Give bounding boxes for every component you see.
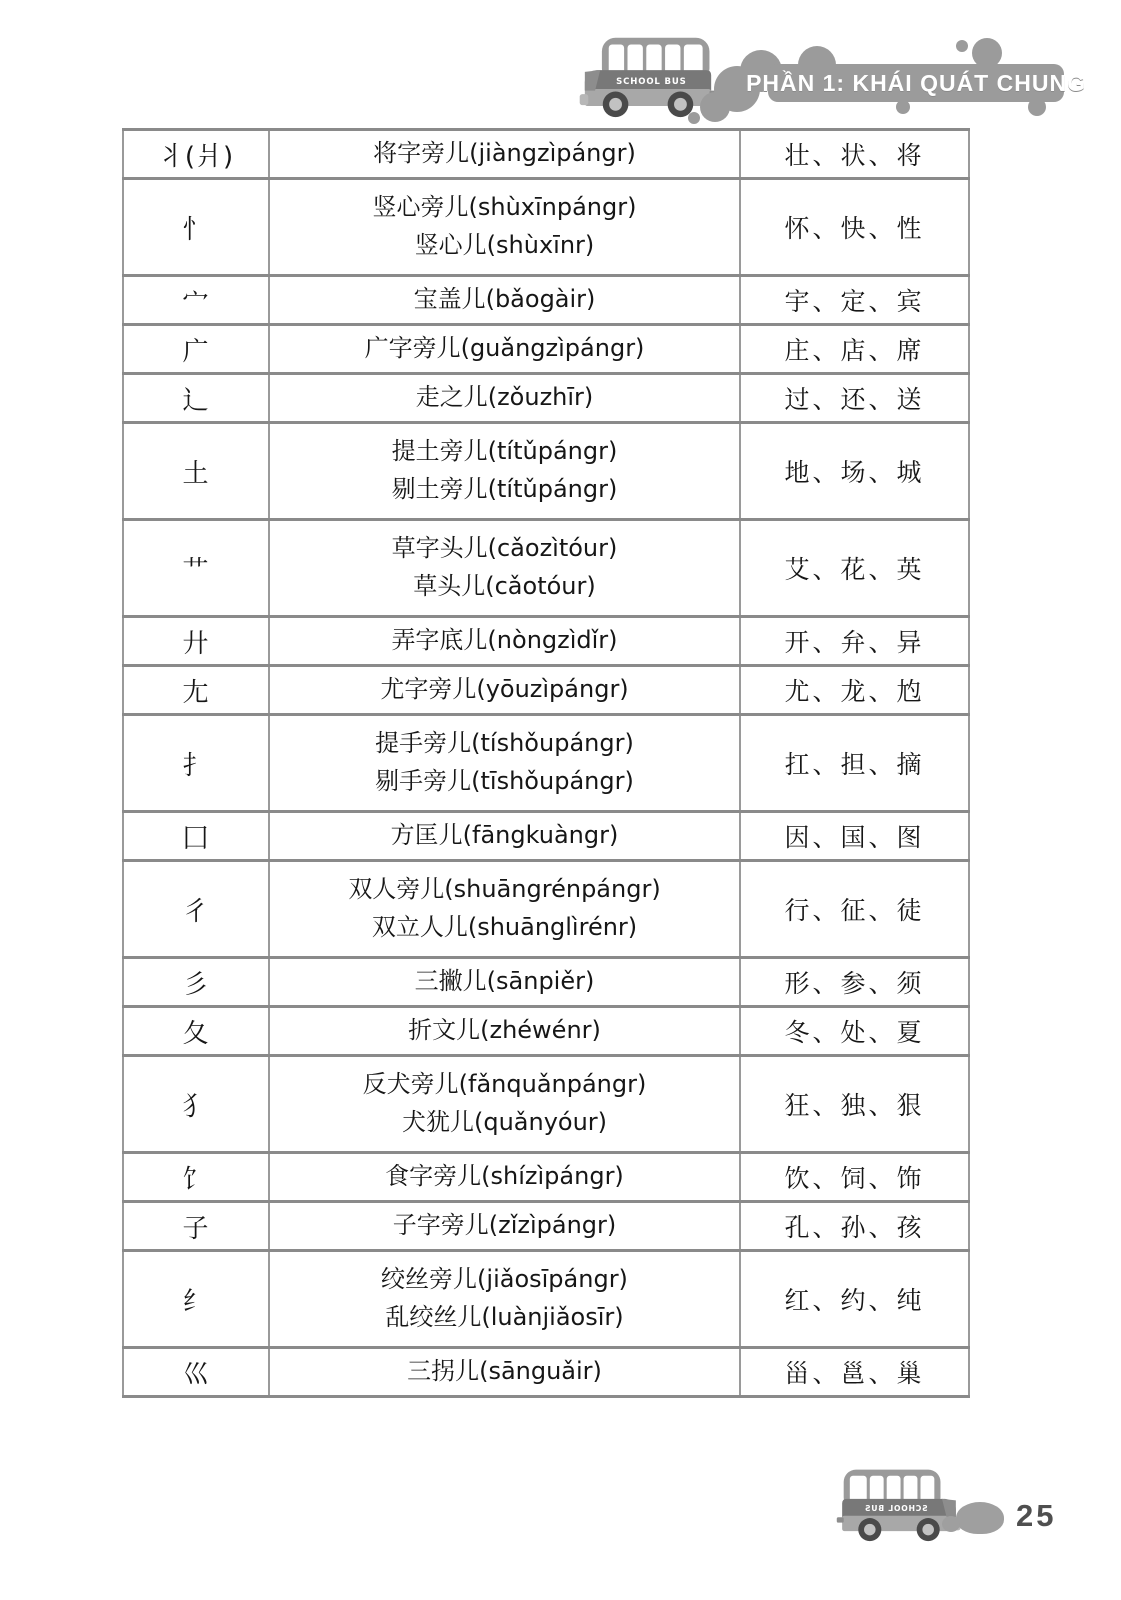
table-row (123, 958, 969, 1007)
examples-cell: 地、场、城 (740, 423, 969, 520)
radical-name: 子字旁儿(zǐzìpángr) (392, 1211, 617, 1240)
name-cell (269, 812, 740, 861)
radical-cell: 犭 (123, 1056, 269, 1153)
section-title: PHẦN 1: KHÁI QUÁT CHUNG (746, 69, 1086, 96)
table-row (123, 715, 969, 812)
table-row (123, 423, 969, 520)
table-row (123, 130, 969, 179)
radical-name: 竖心儿(shùxīnr) (414, 231, 595, 259)
radical-cell: 宀 (123, 276, 269, 325)
radical-cell: 土 (123, 423, 269, 520)
radical-name: 双人旁儿(shuāngrénpángr) (348, 875, 661, 904)
table-row (123, 276, 969, 325)
radical-name: 提土旁儿(títǔpángr) (391, 437, 618, 466)
examples-cell: 甾、邕、巢 (740, 1348, 969, 1397)
radical-name: 折文儿(zhéwénr) (408, 1016, 601, 1045)
radical-name: 将字旁儿(jiàngzìpángr) (373, 139, 636, 168)
examples-cell: 孔、孙、孩 (740, 1202, 969, 1251)
table-row (123, 812, 969, 861)
name-cell (269, 1056, 740, 1153)
table-row (123, 666, 969, 715)
radical-name: 竖心旁儿(shùxīnpángr) (372, 193, 637, 222)
cloud-puff (688, 112, 700, 124)
smoke-puff (956, 1502, 1004, 1534)
name-cell (269, 423, 740, 520)
radical-cell: 子 (123, 1202, 269, 1251)
table-row (123, 325, 969, 374)
name-cell (269, 1348, 740, 1397)
table-row (123, 520, 969, 617)
examples-cell: 庄、店、席 (740, 325, 969, 374)
name-cell (269, 374, 740, 423)
radical-name: 剔土旁儿(títǔpángr) (391, 475, 618, 503)
examples-cell: 宇、定、宾 (740, 276, 969, 325)
name-cell (269, 617, 740, 666)
examples-cell: 壮、状、将 (740, 130, 969, 179)
name-cell (269, 1202, 740, 1251)
cloud-puff (700, 92, 730, 122)
name-cell (269, 179, 740, 276)
radical-name: 三撇儿(sānpiěr) (414, 967, 595, 996)
radical-cell: 纟 (123, 1251, 269, 1348)
radical-name: 草字头儿(cǎozìtóur) (391, 534, 618, 563)
table-row (123, 1153, 969, 1202)
radical-name: 食字旁儿(shízìpángr) (385, 1162, 624, 1191)
radical-cell: 辶 (123, 374, 269, 423)
radical-name: 三拐儿(sānguǎir) (407, 1357, 602, 1386)
radical-name: 反犬旁儿(fǎnquǎnpángr) (362, 1070, 647, 1099)
page-number: 25 (1016, 1498, 1057, 1533)
examples-cell: 饮、饲、饰 (740, 1153, 969, 1202)
examples-cell: 形、参、须 (740, 958, 969, 1007)
radical-cell: 广 (123, 325, 269, 374)
bus-label-text: SCHOOL BUS (616, 76, 687, 87)
radical-name: 草头儿(cǎotóur) (413, 572, 596, 600)
radical-cell: 丬(爿) (123, 130, 269, 179)
examples-cell: 扛、担、摘 (740, 715, 969, 812)
radical-name: 广字旁儿(guǎngzìpángr) (364, 334, 645, 363)
table-row (123, 861, 969, 958)
examples-cell: 尤、龙、尥 (740, 666, 969, 715)
radical-name: 乱绞丝儿(luànjiǎosīr) (385, 1303, 624, 1331)
smoke-puff (942, 1516, 960, 1532)
cloud-puff (896, 100, 910, 114)
radical-name: 双立人儿(shuānglìrénr) (371, 913, 638, 941)
radical-name: 方匡儿(fāngkuàngr) (390, 821, 619, 850)
bus-label-text: SCHOOL BUS (864, 1504, 928, 1514)
name-cell (269, 715, 740, 812)
table-row (123, 374, 969, 423)
table-row (123, 1202, 969, 1251)
examples-cell: 红、约、纯 (740, 1251, 969, 1348)
name-cell (269, 1251, 740, 1348)
radical-name: 走之儿(zǒuzhīr) (415, 383, 594, 412)
section-banner (746, 64, 1086, 102)
radical-name: 提手旁儿(tíshǒupángr) (375, 729, 634, 758)
table-row (123, 1251, 969, 1348)
radical-cell: 彳 (123, 861, 269, 958)
radical-cell: 囗 (123, 812, 269, 861)
examples-cell: 冬、处、夏 (740, 1007, 969, 1056)
radical-name: 宝盖儿(bǎogàir) (413, 285, 596, 314)
examples-cell: 开、弁、异 (740, 617, 969, 666)
radical-name: 剔手旁儿(tīshǒupángr) (375, 767, 634, 795)
examples-cell: 行、征、徒 (740, 861, 969, 958)
radical-table (122, 128, 970, 1398)
name-cell (269, 1153, 740, 1202)
name-cell (269, 958, 740, 1007)
radical-cell: 扌 (123, 715, 269, 812)
school-bus-icon (836, 1466, 962, 1544)
name-cell (269, 520, 740, 617)
examples-cell: 过、还、送 (740, 374, 969, 423)
radical-cell: 艹 (123, 520, 269, 617)
name-cell (269, 861, 740, 958)
radical-cell: 廾 (123, 617, 269, 666)
table-row (123, 179, 969, 276)
examples-cell: 因、国、图 (740, 812, 969, 861)
table-row (123, 1348, 969, 1397)
table-row (123, 617, 969, 666)
radical-name: 弄字底儿(nòngzìdǐr) (391, 626, 618, 655)
radical-cell: 忄 (123, 179, 269, 276)
name-cell (269, 130, 740, 179)
name-cell (269, 666, 740, 715)
radical-cell: 夂 (123, 1007, 269, 1056)
name-cell (269, 1007, 740, 1056)
examples-cell: 艾、花、英 (740, 520, 969, 617)
radical-table-body (123, 130, 969, 1397)
radical-cell: 彡 (123, 958, 269, 1007)
name-cell (269, 325, 740, 374)
radical-name: 犬犹儿(quǎnyóur) (401, 1108, 608, 1136)
cloud-puff (956, 40, 968, 52)
examples-cell: 狂、独、狠 (740, 1056, 969, 1153)
radical-cell: 尢 (123, 666, 269, 715)
school-bus-icon (578, 34, 718, 120)
radical-cell: 巛 (123, 1348, 269, 1397)
name-cell (269, 276, 740, 325)
radical-name: 绞丝旁儿(jiǎosīpángr) (381, 1265, 628, 1294)
radical-name: 尤字旁儿(yōuzìpángr) (380, 675, 629, 704)
table-row (123, 1007, 969, 1056)
radical-cell: 饣 (123, 1153, 269, 1202)
table-row (123, 1056, 969, 1153)
examples-cell: 怀、快、性 (740, 179, 969, 276)
